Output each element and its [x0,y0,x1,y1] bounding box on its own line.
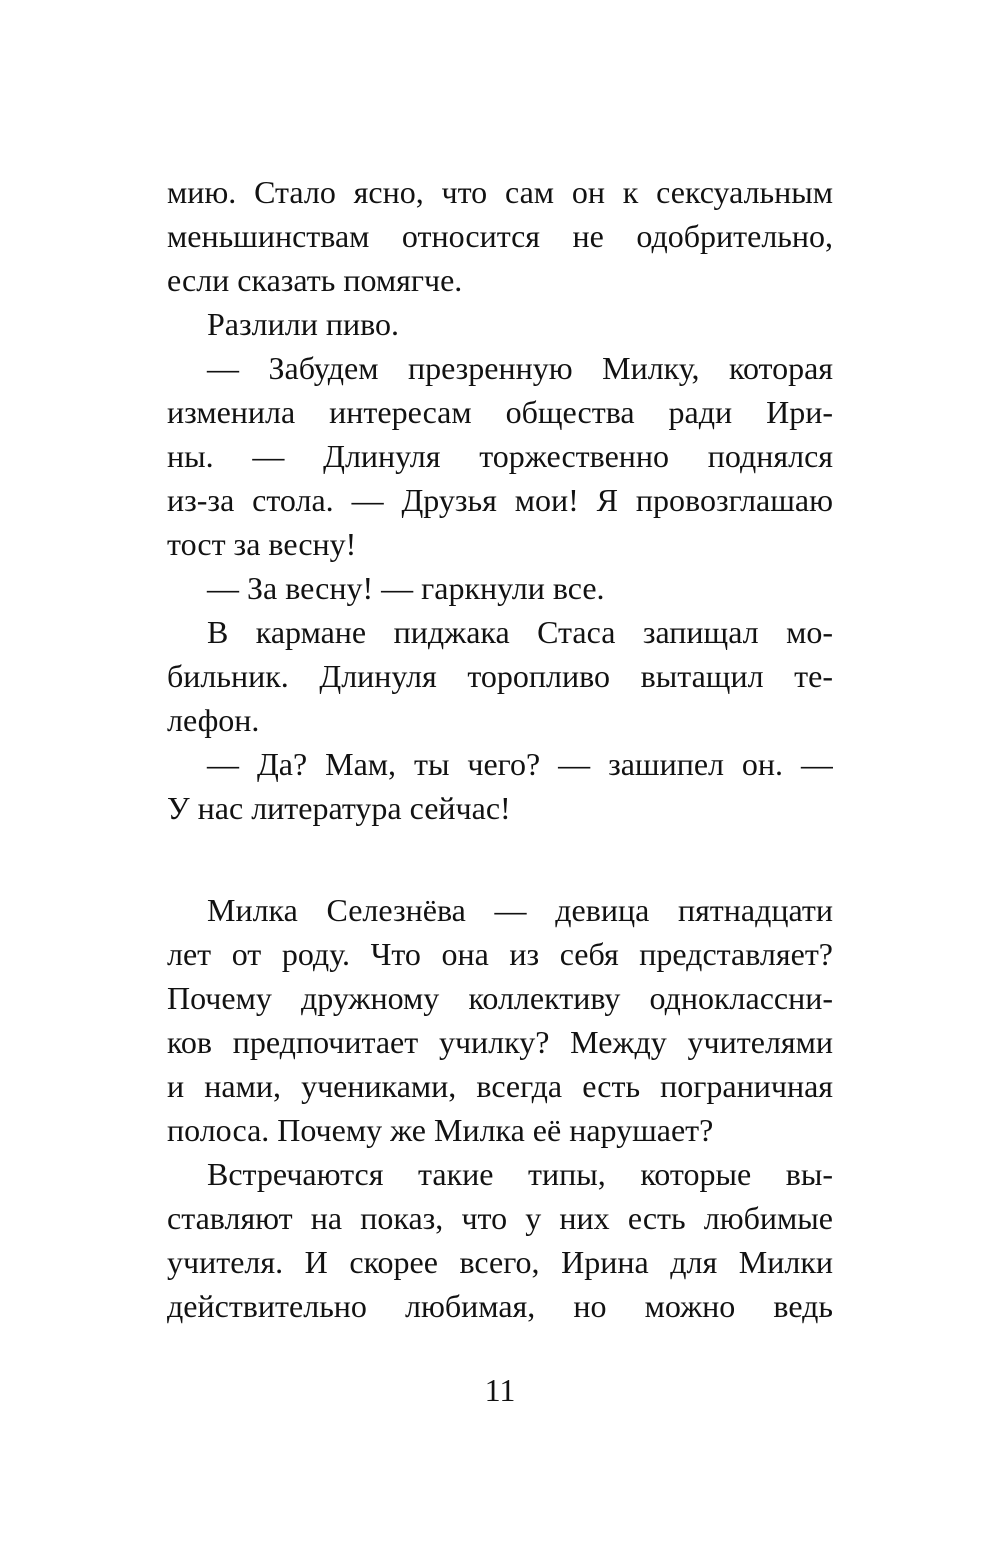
text-line: У нас литература сейчас! [167,790,511,826]
text-line: бильник. Длинуля торопливо вытащил те- [167,658,833,694]
text-line: учителя. И скорее всего, Ирина для Милки [167,1244,833,1280]
text-line: полоса. Почему же Милка её нарушает? [167,1112,714,1148]
text-line: В кармане пиджака Стаса запищал мо- [207,614,833,650]
text-line: — Да? Мам, ты чего? — зашипел он. — [207,746,833,782]
text-line: ны. — Длинуля торжественно поднялся [167,438,833,474]
text-column [167,170,833,1328]
text-line: если сказать помягче. [167,262,463,298]
text-line: и нами, учениками, всегда есть пограничная [167,1068,833,1104]
text-line: тост за весну! [167,526,357,562]
text-line: — Забудем презренную Милку, которая [207,350,833,386]
page-number: 11 [484,1372,516,1408]
section-break [167,830,833,888]
text-line: действительно любимая, но можно ведь [167,1288,833,1324]
text-line: меньшинствам относится не одобрительно, [167,218,833,254]
text-line: Разлили пиво. [207,306,399,342]
text-line: из-за стола. — Друзья мои! Я провозглашаю [167,482,833,518]
text-line: мию. Стало ясно, что сам он к сексуальным [167,174,833,210]
text-line: изменила интересам общества ради Ири- [167,394,833,430]
text-line: Милка Селезнёва — девица пятнадцати [207,892,833,928]
text-line: ков предпочитает училку? Между учителями [167,1024,833,1060]
text-line: лет от роду. Что она из себя представляет? [167,936,833,972]
text-line: — За весну! — гаркнули все. [207,570,605,606]
text-line: Почему дружному коллективу одноклассни- [167,980,833,1016]
text-line: лефон. [167,702,260,738]
text-line: Встречаются такие типы, которые вы- [207,1156,833,1192]
text-line: ставляют на показ, что у них есть любимые [167,1200,833,1236]
